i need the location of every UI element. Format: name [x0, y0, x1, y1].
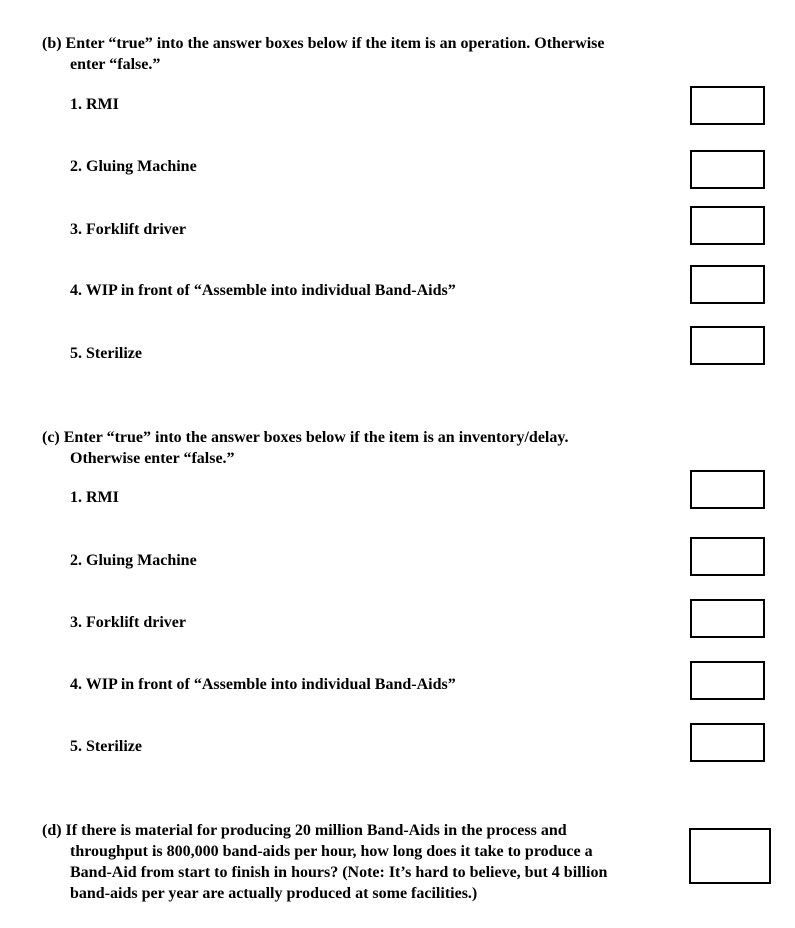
question-b-item-2-label: 2. Gluing Machine: [70, 158, 197, 175]
question-d-text: [42, 820, 607, 904]
question-c-item-5-answer-box[interactable]: [690, 723, 765, 762]
question-b-item-1-answer-box[interactable]: [690, 86, 765, 125]
question-b-item-1-label: 1. RMI: [70, 96, 119, 113]
question-b-item-5-answer-box[interactable]: [690, 326, 765, 365]
question-c-line-1: (c) Enter “true” into the answer boxes below if the item is an inventory/delay.: [42, 429, 569, 446]
question-b-item-4-answer-box[interactable]: [690, 265, 765, 304]
question-b-item-3-answer-box[interactable]: [690, 206, 765, 245]
question-c-item-4-label: 4. WIP in front of “Assemble into individual Band-Aids”: [70, 676, 456, 693]
question-d-line-3: Band-Aid from start to finish in hours? (Note: It’s hard to believe, but 4 billion: [70, 864, 608, 881]
question-b-item-5-label: 5. Sterilize: [70, 345, 142, 362]
question-d-line-4: band-aids per year are actually produced at some facilities.): [70, 885, 478, 902]
question-d-line-2: throughput is 800,000 band-aids per hour, how long does it take to produce a: [70, 843, 593, 860]
question-c-item-5-label: 5. Sterilize: [70, 738, 142, 755]
question-b-item-2-answer-box[interactable]: [690, 150, 765, 189]
question-b-item-3-label: 3. Forklift driver: [70, 221, 186, 238]
question-c-item-4-answer-box[interactable]: [690, 661, 765, 700]
question-b-line-2: enter “false.”: [70, 56, 161, 73]
question-d-line-1: (d) If there is material for producing 20 million Band-Aids in the process and: [42, 822, 567, 839]
question-c-item-1-answer-box[interactable]: [690, 470, 765, 509]
question-c-line-2: Otherwise enter “false.”: [70, 450, 235, 467]
question-b-item-4-label: 4. WIP in front of “Assemble into individual Band-Aids”: [70, 282, 456, 299]
question-b-text: [42, 33, 604, 75]
question-c-item-3-label: 3. Forklift driver: [70, 614, 186, 631]
question-c-item-2-label: 2. Gluing Machine: [70, 552, 197, 569]
question-c-item-2-answer-box[interactable]: [690, 537, 765, 576]
question-c-item-1-label: 1. RMI: [70, 489, 119, 506]
question-d-answer-box[interactable]: [689, 828, 771, 884]
question-c-item-3-answer-box[interactable]: [690, 599, 765, 638]
question-b-line-1: (b) Enter “true” into the answer boxes below if the item is an operation. Otherwise: [42, 35, 605, 52]
question-c-text: [42, 427, 568, 469]
